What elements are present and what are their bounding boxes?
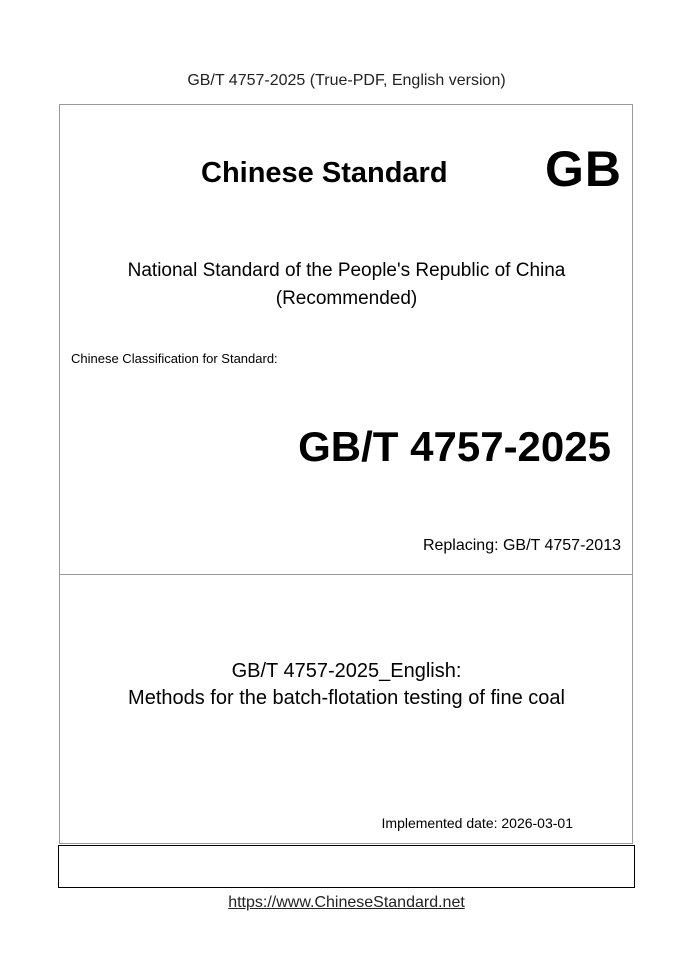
chinese-standard-title: Chinese Standard bbox=[201, 157, 448, 189]
website-footer bbox=[0, 894, 693, 912]
national-title-line2: (Recommended) bbox=[275, 288, 418, 309]
cover-frame bbox=[59, 104, 633, 844]
national-title-line1: National Standard of the People's Republic of China bbox=[127, 260, 566, 281]
national-standard-title bbox=[0, 257, 693, 313]
standard-number: GB/T 4757-2025 bbox=[298, 423, 611, 470]
cover-divider bbox=[59, 574, 633, 575]
replacing-note: Replacing: GB/T 4757-2013 bbox=[422, 537, 621, 554]
document-header: GB/T 4757-2025 (True-PDF, English version) bbox=[187, 72, 506, 89]
implemented-date: Implemented date: 2026-03-01 bbox=[381, 815, 573, 831]
classification-label: Chinese Classification for Standard: bbox=[71, 351, 278, 366]
website-link[interactable]: https://www.ChineseStandard.net bbox=[228, 894, 465, 911]
english-title bbox=[0, 658, 693, 712]
english-title-line2: Methods for the batch-flotation testing of fine coal bbox=[128, 687, 565, 709]
english-title-line1: GB/T 4757-2025_English: bbox=[231, 660, 462, 682]
gb-mark: GB bbox=[545, 141, 622, 197]
footer-box bbox=[58, 845, 635, 888]
